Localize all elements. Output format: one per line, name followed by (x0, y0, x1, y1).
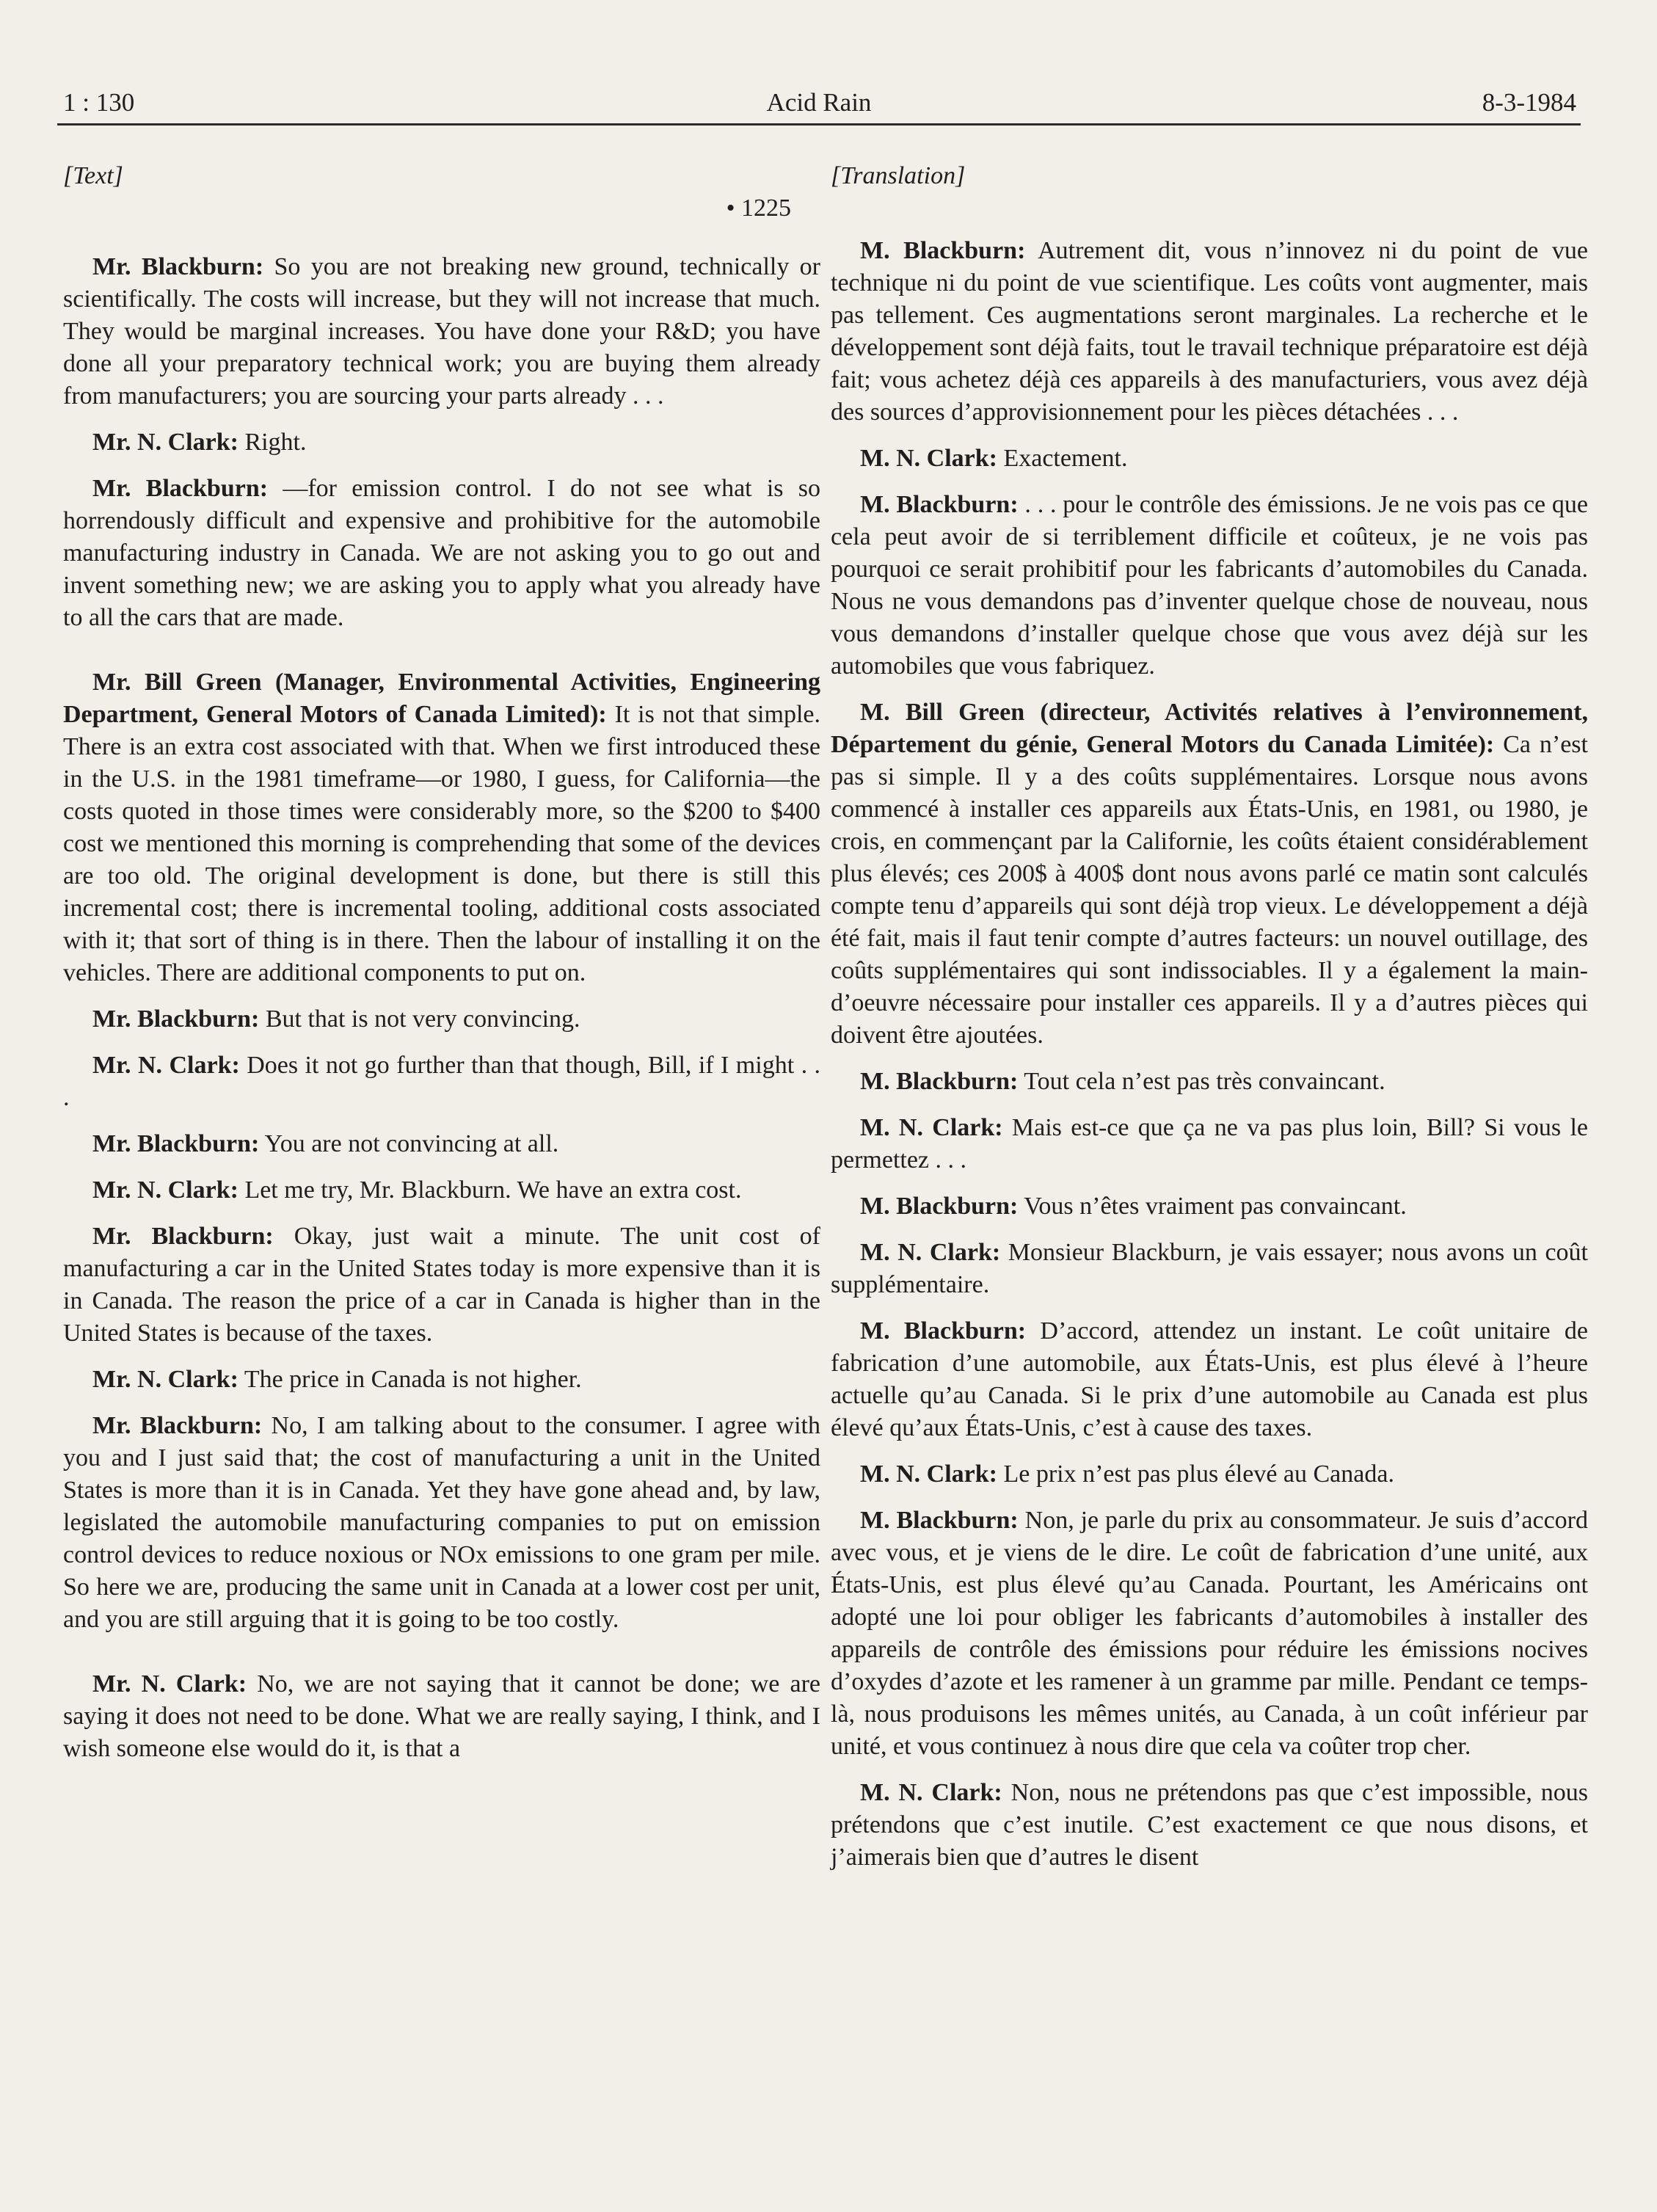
transcript-paragraph (63, 1003, 820, 1036)
speaker-name: M. Blackburn: (860, 1317, 1027, 1345)
paragraph-text: Mais est-ce que ça ne va pas plus loin, Bill? Si vous le permettez . . . (831, 1114, 1588, 1174)
time-marker: • 1225 (726, 194, 791, 222)
speaker-name: M. Bill Green (directeur, Activités relatives à l’environnement, Département du génie, General Motors du Canada Limitée): (831, 699, 1588, 758)
transcript-paragraph (831, 1112, 1588, 1176)
paragraph-text: Tout cela n’est pas très convaincant. (1018, 1068, 1385, 1095)
paragraph-text: Autrement dit, vous n’innovez ni du point de vue technique ni du point de vue scientifique. Les coûts vont augmenter, mais pas tellement. Ces augmentations seront marginales. La recherche et le développement sont déjà faits, tout le travail technique préparatoire est déjà fait; vous achetez déjà ces appareils à des manufacturiers, vous avez déjà des sources d’approvisionnement pour les pièces détachées . . . (831, 237, 1589, 426)
transcript-paragraph (831, 1066, 1588, 1098)
transcript-paragraph (831, 1458, 1588, 1491)
transcript-paragraph (63, 1410, 820, 1636)
english-column (63, 160, 820, 1779)
paragraph-text: D’accord, attendez un instant. Le coût unitaire de fabrication d’une automobile, aux États-Unis, est plus élevé à l’heure actuelle qu’au Canada. Si le prix d’une automobile au Canada est plus élevé qu’aux États-Unis, c’est à cause des taxes. (831, 1317, 1588, 1441)
speaker-name: Mr. Blackburn: (92, 475, 269, 502)
page-number: 1 : 130 (63, 88, 135, 117)
speaker-name: Mr. N. Clark: (92, 1670, 247, 1698)
paragraph-text: But that is not very convincing. (259, 1005, 580, 1033)
transcript-paragraph (831, 489, 1588, 683)
transcript-paragraph (831, 1237, 1588, 1301)
paragraph-text: Okay, just wait a minute. The unit cost of manufacturing a car in the United States today is more expensive than it is in Canada. The reason the price of a car in Canada is higher than in the United States is because of the taxes. (63, 1223, 820, 1347)
transcript-paragraph (831, 1190, 1588, 1223)
speaker-name: M. N. Clark: (860, 1779, 1002, 1806)
paragraph-text: So you are not breaking new ground, technically or scientifically. The costs will increase, but they will not increase that much. They would be marginal increases. You have done your R&D; you have done all your preparatory technical work; you are buying them already from manufacturers; you are sourcing your parts already . . . (63, 253, 820, 410)
transcript-paragraph (63, 1220, 820, 1350)
transcript-paragraph (63, 426, 820, 459)
transcript-paragraph (63, 1174, 820, 1207)
paragraph-text: The price in Canada is not higher. (238, 1366, 582, 1393)
text-label: [Text] (63, 162, 123, 189)
transcript-paragraph (831, 443, 1588, 475)
speaker-name: Mr. Bill Green (Manager, Environmental Activities, Engineering Department, General Motors of Canada Limited): (63, 669, 820, 728)
transcript-paragraph (831, 1505, 1588, 1763)
speaker-name: Mr. N. Clark: (92, 429, 238, 456)
speaker-name: Mr. N. Clark: (92, 1366, 238, 1393)
french-column (831, 160, 1588, 1888)
transcript-paragraph (831, 235, 1588, 429)
running-title: Acid Rain (766, 88, 872, 117)
paragraph-text: Non, je parle du prix au consommateur. Je suis d’accord avec vous, et je viens de le dire. Le coût de fabrication d’une unité, aux États-Unis, est plus élevé qu’au Canada. Pourtant, les Américains ont adopté une loi pour obliger les fabricants d’automobiles à installer des appareils de contrôle des émissions pour réduire les émissions nocives d’oxydes d’azote et les ramener à un gramme par mille. Pendant ce temps-là, nous produisons les mêmes unités, au Canada, à un coût inférieur par unité, et vous continuez à nous dire que cela va coûter trop cher. (831, 1507, 1588, 1760)
paragraph-text: Does it not go further than that though, Bill, if I might . . . (63, 1052, 821, 1111)
speaker-name: M. N. Clark: (860, 1114, 1003, 1141)
paragraph-text: . . . pour le contrôle des émissions. Je ne vois pas ce que cela peut avoir de si terriblement difficile et coûteux, je ne vois pas pourquoi ce serait prohibitif pour les fabricants d’automobiles du Canada. Nous ne vous demandons pas d’inventer quelque chose de nouveau, nous vous demandons d’installer quelque chose que vous avez déjà sur les automobiles que vous fabriquez. (831, 491, 1588, 680)
speaker-name: M. Blackburn: (860, 1068, 1019, 1095)
paragraph-text: No, we are not saying that it cannot be done; we are saying it does not need to be done. What we are really saying, I think, and I wish someone else would do it, is that a (63, 1670, 821, 1762)
paragraph-text: Let me try, Mr. Blackburn. We have an extra cost. (238, 1176, 742, 1204)
speaker-name: Mr. Blackburn: (92, 1005, 260, 1033)
paragraph-text: Right. (238, 429, 307, 456)
transcript-paragraph (63, 251, 820, 412)
transcript-paragraph (63, 1364, 820, 1396)
speaker-name: M. Blackburn: (860, 1193, 1019, 1220)
page-date: 8-3-1984 (1482, 88, 1576, 117)
paragraph-text: You are not convincing at all. (259, 1130, 559, 1157)
speaker-name: Mr. N. Clark: (92, 1176, 238, 1204)
transcript-paragraph (63, 1668, 820, 1765)
speaker-name: Mr. Blackburn: (92, 1412, 263, 1439)
transcript-paragraph (63, 666, 820, 989)
speaker-name: M. Blackburn: (860, 237, 1026, 264)
transcript-paragraph (63, 1049, 820, 1114)
translation-label: [Translation] (831, 162, 966, 189)
paragraph-text: Monsieur Blackburn, je vais essayer; nous avons un coût supplémentaire. (831, 1239, 1588, 1298)
speaker-name: M. N. Clark: (860, 445, 997, 472)
paragraph-text: Exactement. (997, 445, 1128, 472)
speaker-name: Mr. N. Clark: (92, 1052, 240, 1079)
page-header (57, 82, 1581, 125)
transcript-paragraph (63, 1128, 820, 1160)
speaker-name: Mr. Blackburn: (92, 1223, 274, 1250)
transcript-paragraph (831, 1777, 1588, 1874)
speaker-name: M. Blackburn: (860, 1507, 1019, 1534)
speaker-name: Mr. Blackburn: (92, 253, 264, 280)
transcript-paragraph (831, 1315, 1588, 1444)
speaker-name: M. N. Clark: (860, 1239, 1001, 1266)
transcript-paragraph (63, 473, 820, 634)
paragraph-text: —for emission control. I do not see what is so horrendously difficult and expensive and prohibitive for the automobile manufacturing industry in Canada. We are not asking you to go out and invent something new; we are asking you to apply what you already have to all the cars that are made. (63, 475, 821, 631)
speaker-name: M. N. Clark: (860, 1460, 997, 1488)
paragraph-text: Le prix n’est pas plus élevé au Canada. (997, 1460, 1394, 1488)
speaker-name: M. Blackburn: (860, 491, 1019, 518)
paragraph-text: No, I am talking about to the consumer. I agree with you and I just said that; the cost of manufacturing a unit in the United States is more than it is in Canada. Yet they have gone ahead and, by law, legislated the automobile manufacturing companies to put on emission control devices to reduce noxious or NOx emissions to one gram per mile. So here we are, producing the same unit in Canada at a lower cost per unit, and you are still arguing that it is going to be too costly. (63, 1412, 820, 1633)
paragraph-text: Non, nous ne prétendons pas que c’est impossible, nous prétendons que c’est inutile. C’est exactement ce que nous disons, et j’aimerais bien que d’autres le disent (831, 1779, 1588, 1871)
transcript-paragraph (831, 696, 1588, 1052)
paragraph-text: Ca n’est pas si simple. Il y a des coûts supplémentaires. Lorsque nous avons commencé à installer ces appareils aux États-Unis, en 1981, ou 1980, je crois, en commençant par la Californie, les coûts étaient considérablement plus élevés; ces 200$ à 400$ dont nous avons parlé ce matin sont calculés compte tenu d’appareils qui sont déjà trop vieux. Le développement a déjà été fait, mais il faut tenir compte d’autres facteurs: un nouvel outillage, des coûts supplémentaires qui sont indissociables. Il y a également la main-d’oeuvre nécessaire pour installer ces appareils. Il y a d’autres pièces qui doivent être ajoutées. (831, 731, 1588, 1049)
paragraph-text: Vous n’êtes vraiment pas convaincant. (1018, 1193, 1407, 1220)
speaker-name: Mr. Blackburn: (92, 1130, 260, 1157)
paragraph-text: It is not that simple. There is an extra cost associated with that. When we first introduced these in the U.S. in the 1981 timeframe—or 1980, I guess, for California—the costs quoted in those times were considerably more, so the $200 to $400 cost we mentioned this morning is comprehending that some of the devices are too old. The original development is done, but there is still this incremental cost; there is incremental tooling, additional costs associated with it; that sort of thing is in there. Then the labour of installing it on the vehicles. There are additional components to put on. (63, 701, 820, 986)
